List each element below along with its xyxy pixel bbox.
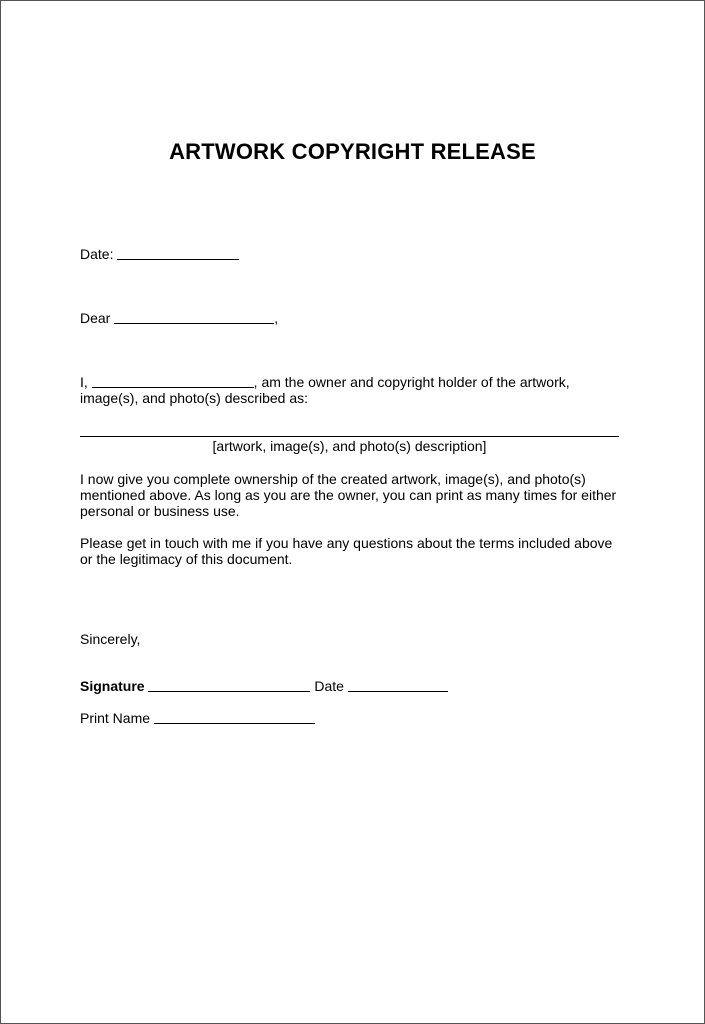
description-field[interactable] — [80, 436, 619, 437]
signature-label: Signature — [80, 678, 145, 694]
signature-date-field[interactable] — [348, 679, 448, 692]
paragraph-ownership: I now give you complete ownership of the created artwork, image(s), and photo(s) mentioned above. As long as you are the owner, you can print as many times for either personal or business use. — [80, 471, 617, 519]
date-label: Date: — [80, 246, 114, 262]
signature-field[interactable] — [148, 679, 310, 692]
owner-line — [80, 374, 570, 390]
print-name-line — [80, 710, 315, 726]
date-line — [80, 246, 239, 262]
print-name-label: Print Name — [80, 710, 151, 726]
closing: Sincerely, — [80, 631, 141, 647]
date-field[interactable] — [117, 247, 239, 260]
description-caption: [artwork, image(s), and photo(s) description] — [212, 438, 487, 454]
salutation-label: Dear — [80, 310, 111, 326]
print-name-field[interactable] — [154, 711, 315, 724]
owner-prefix: I, — [80, 374, 88, 390]
owner-suffix: , am the owner and copyright holder of the artwork, — [253, 374, 570, 390]
owner-name-field[interactable] — [92, 375, 254, 388]
owner-line-2: image(s), and photo(s) described as: — [80, 390, 308, 406]
document-title: ARTWORK COPYRIGHT RELEASE — [169, 139, 536, 164]
signature-line — [80, 678, 448, 694]
salutation-comma: , — [274, 310, 279, 326]
paragraph-contact: Please get in touch with me if you have any questions about the terms included above or the legitimacy of this document. — [80, 535, 613, 567]
recipient-name-field[interactable] — [114, 311, 274, 324]
salutation-line — [80, 310, 278, 326]
signature-date-label: Date — [314, 678, 344, 694]
